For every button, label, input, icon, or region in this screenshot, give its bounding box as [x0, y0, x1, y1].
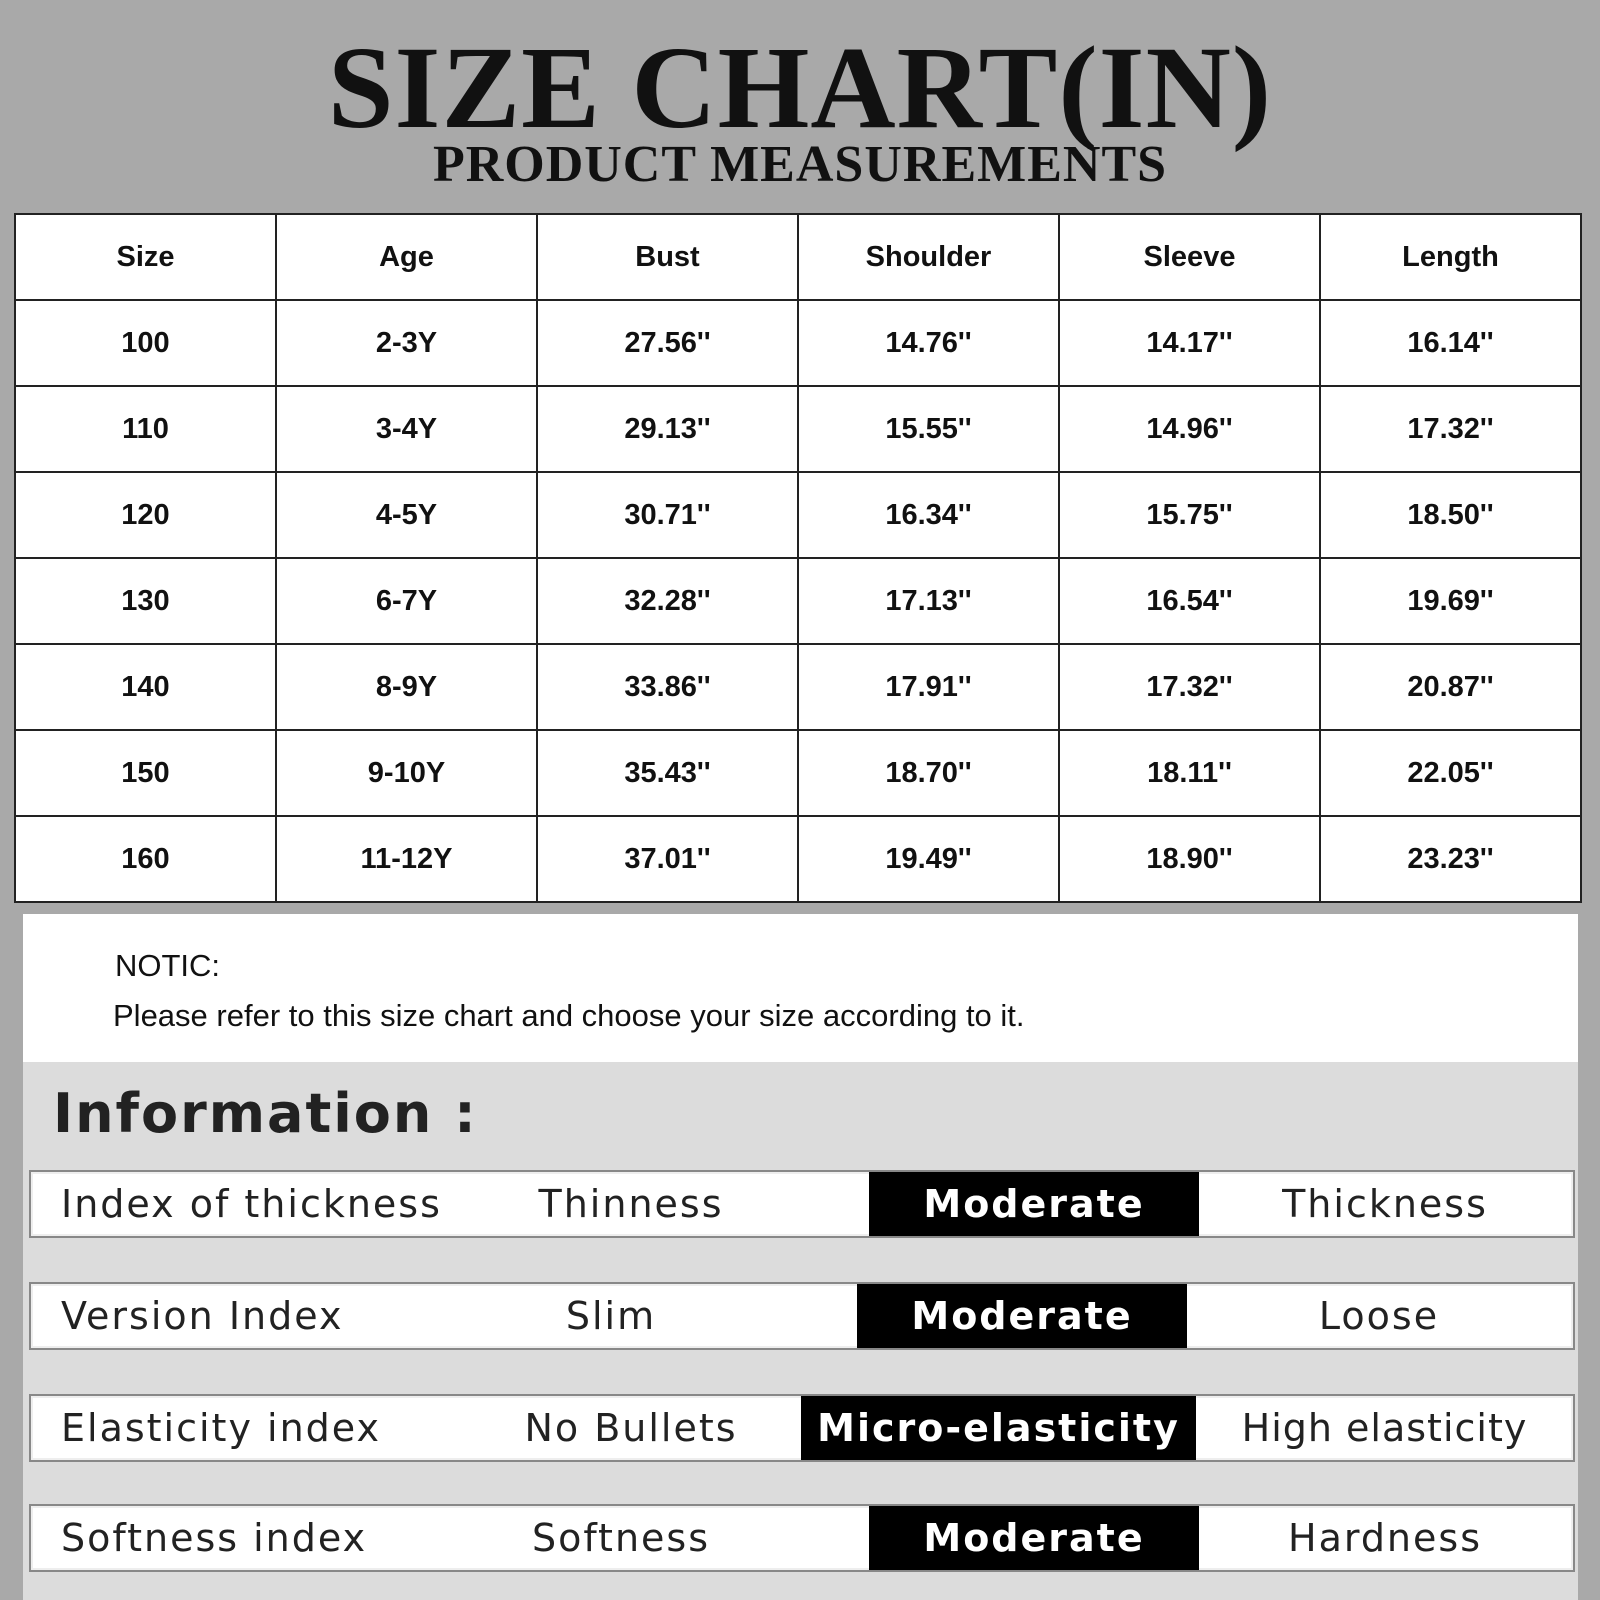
column-header-age: Age [276, 214, 537, 300]
cell-length: 17.32'' [1320, 386, 1581, 472]
cell-length: 20.87'' [1320, 644, 1581, 730]
column-header-shoulder: Shoulder [798, 214, 1059, 300]
info-option-selected: Micro-elasticity [801, 1396, 1196, 1460]
cell-age: 2-3Y [276, 300, 537, 386]
cell-shoulder: 14.76'' [798, 300, 1059, 386]
notice-panel [23, 914, 1578, 1062]
column-header-length: Length [1320, 214, 1581, 300]
info-option: Hardness [1288, 1516, 1482, 1560]
page-subtitle: PRODUCT MEASUREMENTS [432, 136, 1168, 193]
cell-shoulder: 15.55'' [798, 386, 1059, 472]
cell-sleeve: 18.90'' [1059, 816, 1320, 902]
table-row [15, 386, 1581, 472]
cell-sleeve: 15.75'' [1059, 472, 1320, 558]
table-row [15, 472, 1581, 558]
cell-bust: 29.13'' [537, 386, 798, 472]
cell-bust: 27.56'' [537, 300, 798, 386]
cell-bust: 32.28'' [537, 558, 798, 644]
info-row-thickness [29, 1170, 1575, 1238]
cell-age: 11-12Y [276, 816, 537, 902]
cell-length: 23.23'' [1320, 816, 1581, 902]
cell-sleeve: 18.11'' [1059, 730, 1320, 816]
cell-age: 9-10Y [276, 730, 537, 816]
cell-sleeve: 16.54'' [1059, 558, 1320, 644]
cell-size: 130 [15, 558, 276, 644]
page-title: SIZE CHART(IN) [327, 22, 1273, 153]
cell-bust: 35.43'' [537, 730, 798, 816]
column-header-size: Size [15, 214, 276, 300]
info-label: Elasticity index [61, 1406, 381, 1450]
table-row [15, 730, 1581, 816]
cell-age: 3-4Y [276, 386, 537, 472]
cell-shoulder: 16.34'' [798, 472, 1059, 558]
info-option: Thinness [538, 1182, 724, 1226]
information-panel [23, 1062, 1578, 1600]
cell-size: 150 [15, 730, 276, 816]
cell-size: 140 [15, 644, 276, 730]
cell-bust: 30.71'' [537, 472, 798, 558]
info-label: Softness index [61, 1516, 368, 1560]
info-option: No Bullets [524, 1406, 738, 1450]
cell-size: 100 [15, 300, 276, 386]
table-row [15, 816, 1581, 902]
info-option: Thickness [1282, 1182, 1488, 1226]
cell-length: 19.69'' [1320, 558, 1581, 644]
info-option: High elasticity [1241, 1406, 1528, 1450]
cell-size: 110 [15, 386, 276, 472]
cell-length: 18.50'' [1320, 472, 1581, 558]
column-header-bust: Bust [537, 214, 798, 300]
cell-sleeve: 14.17'' [1059, 300, 1320, 386]
cell-shoulder: 19.49'' [798, 816, 1059, 902]
cell-sleeve: 17.32'' [1059, 644, 1320, 730]
cell-age: 6-7Y [276, 558, 537, 644]
info-option-selected: Moderate [869, 1506, 1199, 1570]
info-row-elasticity [29, 1394, 1575, 1462]
notice-title: NOTIC: [115, 948, 221, 983]
information-heading: Information : [53, 1082, 478, 1145]
info-option-selected: Moderate [857, 1284, 1187, 1348]
cell-sleeve: 14.96'' [1059, 386, 1320, 472]
table-row [15, 644, 1581, 730]
column-header-sleeve: Sleeve [1059, 214, 1320, 300]
info-option-selected: Moderate [869, 1172, 1199, 1236]
cell-size: 120 [15, 472, 276, 558]
info-row-version [29, 1282, 1575, 1350]
cell-age: 4-5Y [276, 472, 537, 558]
cell-shoulder: 17.13'' [798, 558, 1059, 644]
table-row [15, 558, 1581, 644]
size-chart-table [14, 213, 1582, 903]
cell-age: 8-9Y [276, 644, 537, 730]
info-option: Loose [1318, 1294, 1440, 1338]
cell-size: 160 [15, 816, 276, 902]
table-row [15, 300, 1581, 386]
info-option: Slim [565, 1294, 657, 1338]
info-row-softness [29, 1504, 1575, 1572]
cell-shoulder: 18.70'' [798, 730, 1059, 816]
cell-bust: 37.01'' [537, 816, 798, 902]
info-label: Version Index [61, 1294, 344, 1338]
table-header-row [15, 214, 1581, 300]
cell-length: 16.14'' [1320, 300, 1581, 386]
notice-text: Please refer to this size chart and choose your size according to it. [113, 998, 1025, 1033]
cell-length: 22.05'' [1320, 730, 1581, 816]
info-option: Softness [531, 1516, 711, 1560]
info-label: Index of thickness [61, 1182, 442, 1226]
cell-shoulder: 17.91'' [798, 644, 1059, 730]
cell-bust: 33.86'' [537, 644, 798, 730]
